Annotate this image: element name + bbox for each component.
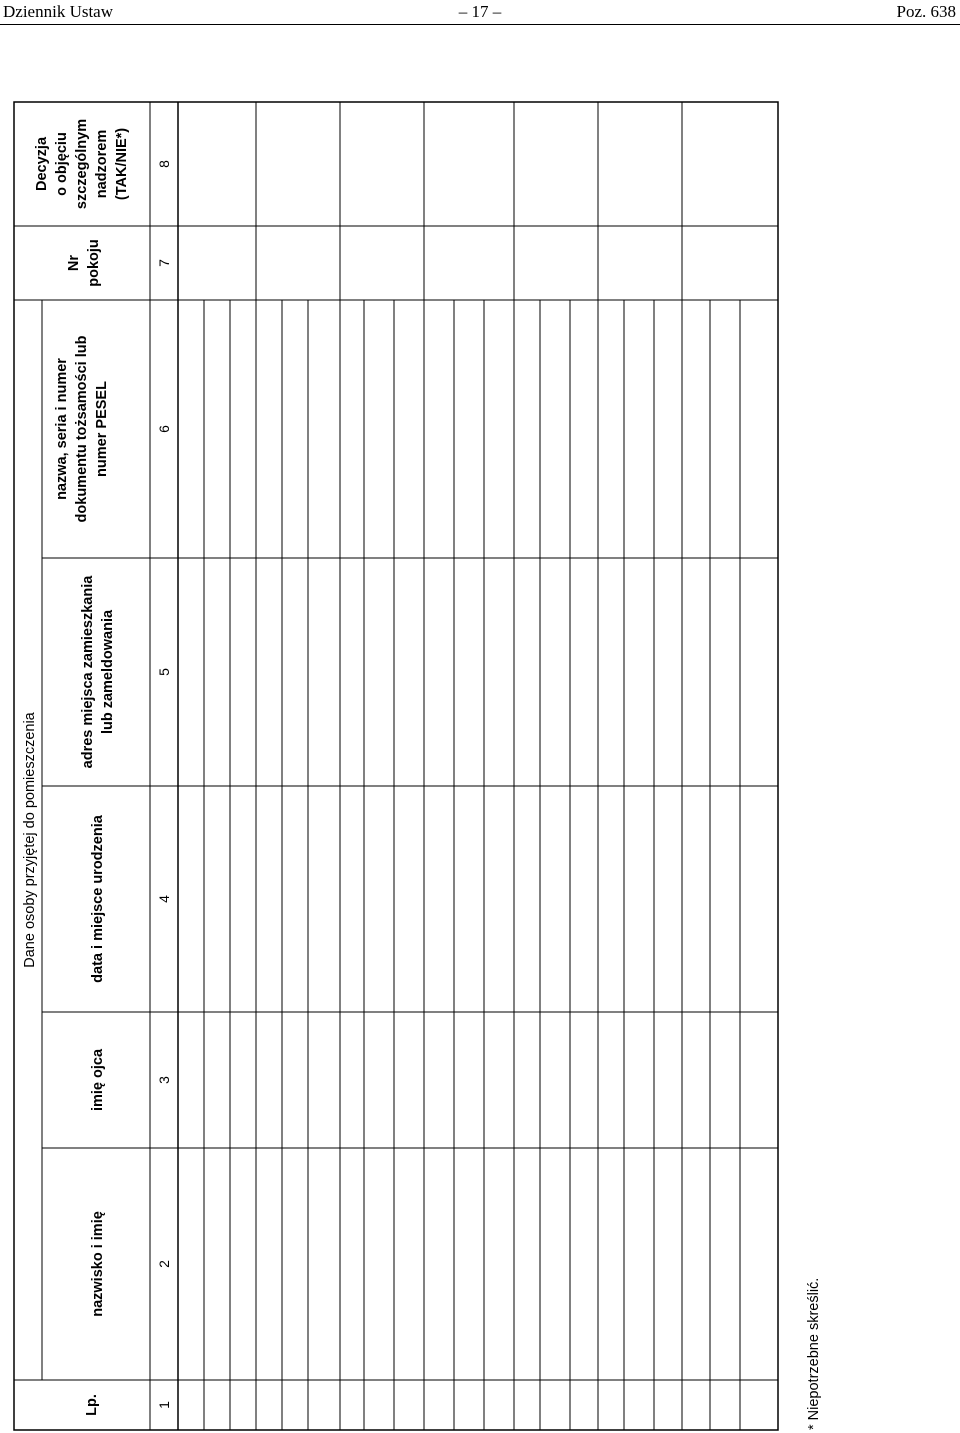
col-header-decision-line-1: Decyzja [34, 136, 50, 192]
col-number-8: 8 [156, 160, 172, 168]
table-frame [14, 102, 778, 1430]
col-header-decision-line-4: nadzorem [94, 129, 110, 199]
column-numbers [156, 160, 172, 1409]
col-number-7: 7 [156, 259, 172, 267]
col-header-document-line-3: numer PESEL [94, 381, 110, 477]
col-number-6: 6 [156, 425, 172, 433]
col-header-decision-line-5: (TAK/NIE*) [114, 127, 130, 201]
col-number-2: 2 [156, 1260, 172, 1268]
col-header-lp: Lp. [84, 1394, 100, 1416]
row-separators-full [256, 102, 682, 1430]
page-number: – 17 – [458, 2, 502, 21]
col-header-room-line-1: Nr [66, 254, 82, 272]
table-grid [14, 102, 778, 1430]
col-header-decision-line-3: szczególnym [74, 118, 90, 210]
col-header-birth: data i miejsce urodzenia [90, 815, 106, 983]
col-header-address-line-1: adres miejsca zamieszkania [80, 575, 96, 769]
col-header-address-line-2: lub zameldowania [100, 609, 116, 735]
col-number-5: 5 [156, 668, 172, 676]
col-header-document-line-2: dokumentu tożsamości lub [74, 335, 90, 523]
footnote: * Niepotrzebne skreślić. [806, 1277, 822, 1430]
col-header-surname: nazwisko i imię [90, 1211, 106, 1317]
position-number: Poz. 638 [896, 2, 956, 21]
col-header-room-line-2: pokoju [86, 239, 102, 287]
col-header-document-line-1: nazwa, seria i numer [54, 358, 70, 500]
row-separators-partial [204, 300, 740, 1430]
col-number-1: 1 [156, 1401, 172, 1409]
col-number-4: 4 [156, 895, 172, 903]
col-header-father-name: imię ojca [90, 1048, 106, 1112]
journal-title: Dziennik Ustaw [3, 2, 114, 21]
col-header-decision-line-2: o objęciu [54, 132, 70, 196]
group-header-label: Dane osoby przyjętej do pomieszczenia [22, 712, 38, 968]
col-number-3: 3 [156, 1076, 172, 1084]
